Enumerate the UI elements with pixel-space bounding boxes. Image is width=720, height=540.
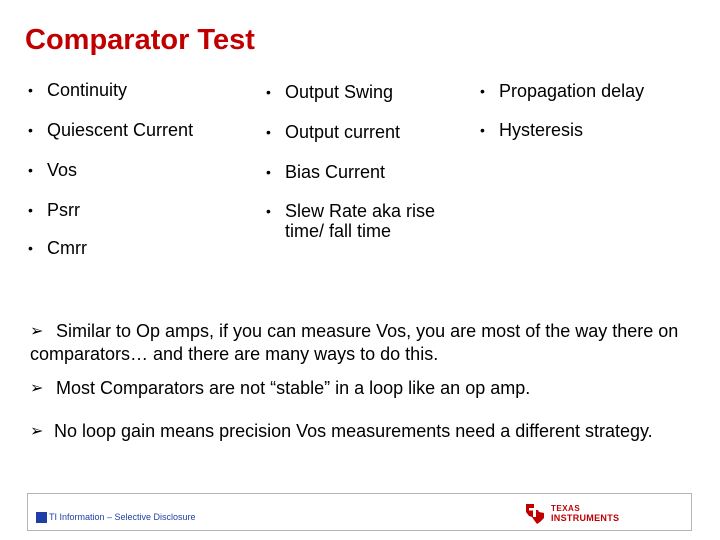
bullet-item xyxy=(266,122,485,142)
note-item xyxy=(30,420,670,443)
bullet-dot: • xyxy=(266,84,271,100)
bullet-text: Propagation delay xyxy=(499,81,645,101)
arrow-bullet-icon: ➢ xyxy=(30,323,44,340)
bullet-text: Quiescent Current xyxy=(47,120,194,140)
slide-title: Comparator Test xyxy=(25,24,255,56)
bullet-item xyxy=(266,162,485,182)
bullet-text: Hysteresis xyxy=(499,120,584,140)
note-text: Similar to Op amps, if you can measure Vos, you are most of the way there on comparators… and there are many ways to do this. xyxy=(30,321,679,364)
bullet-text: Slew Rate aka rise time/ fall time xyxy=(285,201,436,241)
logo-line1: TEXAS xyxy=(551,504,581,513)
arrow-bullet-icon: ➢ xyxy=(30,380,44,397)
ti-logo xyxy=(523,502,620,526)
bullet-item xyxy=(28,120,267,140)
footer-disclosure: TI Information – Selective Disclosure xyxy=(49,512,196,522)
bullet-dot: • xyxy=(480,122,485,138)
bullet-dot: • xyxy=(266,164,271,180)
bullet-text: Output Swing xyxy=(285,82,394,102)
bullet-item xyxy=(28,160,267,180)
bullet-item xyxy=(28,200,267,220)
bullet-item xyxy=(28,238,267,258)
bullet-dot: • xyxy=(28,240,33,256)
footer xyxy=(27,493,692,531)
arrow-bullet-icon: ➢ xyxy=(30,423,44,440)
bullet-dot: • xyxy=(28,202,33,218)
logo-line2: INSTRUMENTS xyxy=(551,513,620,523)
bullet-item xyxy=(480,120,720,140)
note-item xyxy=(30,377,700,400)
bullet-text: Psrr xyxy=(47,200,80,220)
bullet-text: Vos xyxy=(47,160,78,180)
bullet-text: Bias Current xyxy=(285,162,386,182)
bullet-text: Cmrr xyxy=(47,238,87,258)
bullet-item xyxy=(266,201,460,241)
bullet-item xyxy=(480,81,720,101)
note-text: Most Comparators are not “stable” in a loop like an op amp. xyxy=(56,378,531,398)
bullet-dot: • xyxy=(28,162,33,178)
bullet-item xyxy=(266,82,485,102)
bullet-dot: • xyxy=(266,124,271,140)
bullet-item xyxy=(28,80,267,100)
texas-state-icon xyxy=(523,502,547,526)
bullet-text: Continuity xyxy=(47,80,128,100)
bullet-dot: • xyxy=(266,203,271,219)
bullet-dot: • xyxy=(480,83,485,99)
bullet-text: Output current xyxy=(285,122,401,142)
note-text: No loop gain means precision Vos measurements need a different strategy. xyxy=(54,421,653,441)
bullet-dot: • xyxy=(28,122,33,138)
note-item xyxy=(30,320,700,366)
bullet-dot: • xyxy=(28,82,33,98)
square-icon xyxy=(36,512,47,523)
